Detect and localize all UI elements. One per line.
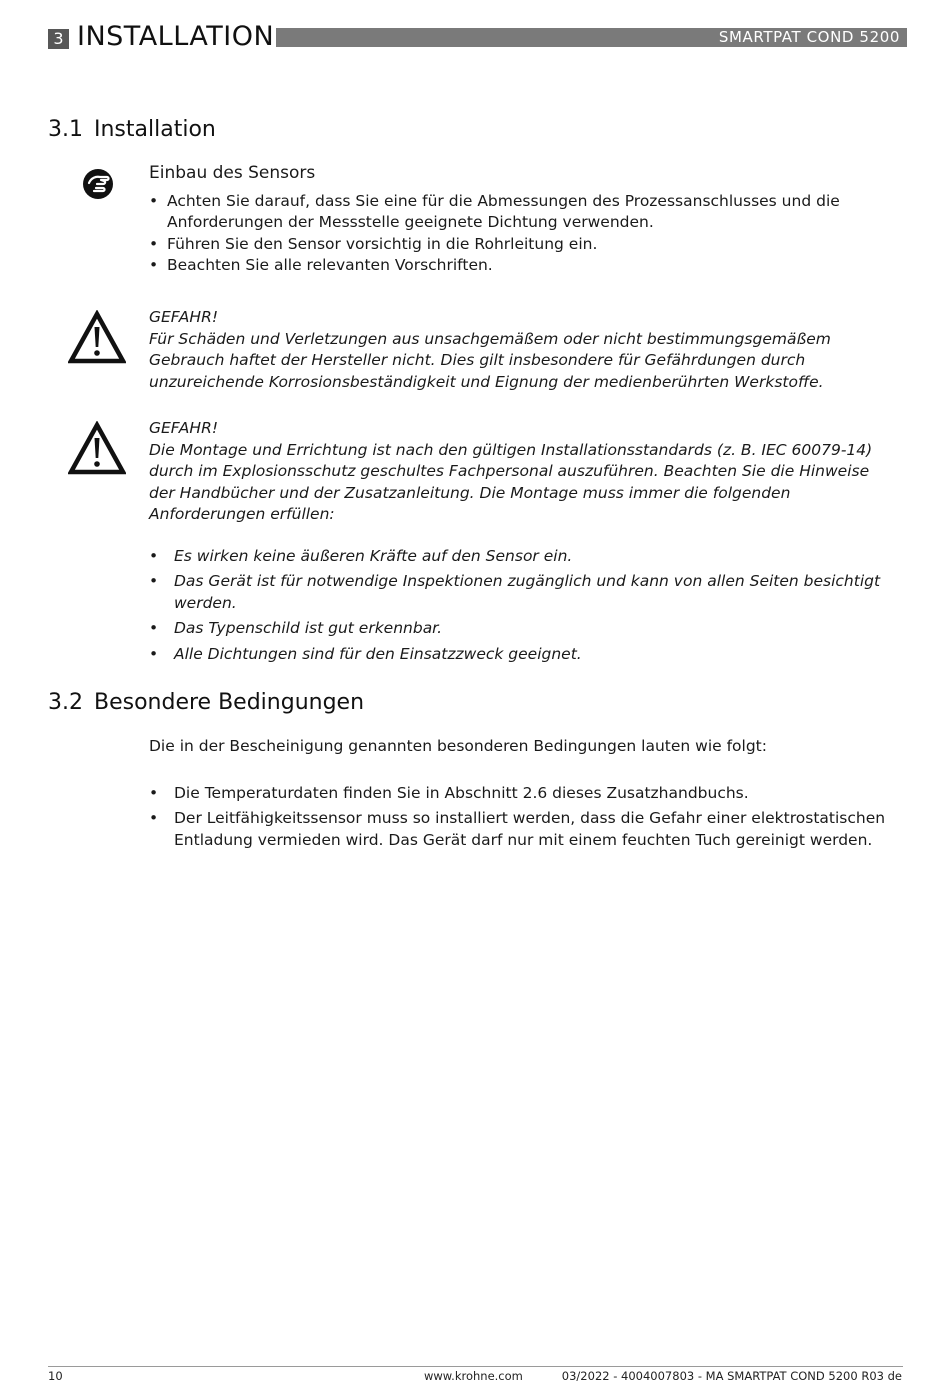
- section-number: 3.1: [48, 117, 83, 142]
- list-item: • Die Temperaturdaten finden Sie in Abschnitt 2.6 dieses Zusatzhandbuchs.: [149, 783, 899, 805]
- warning-text: Die Montage und Errichtung ist nach den gültigen Installationsstandards (z. B. IEC 60079-14) durch im Explosionsschutz geschultes Fachpersonal auszuführen. Beachten Sie die Hinweise der Handbücher und der Zusatzanleitung. Die Montage muss immer die folgenden Anforderungen erfüllen:: [149, 440, 873, 523]
- hand-icon: [82, 168, 114, 204]
- conditions-intro: Die in der Bescheinigung genannten besonderen Bedingungen lauten wie folgt:: [149, 737, 767, 755]
- section-heading: [48, 690, 364, 715]
- page-number: 10: [48, 1369, 63, 1383]
- warning-block-2: [149, 418, 899, 669]
- list-item: • Führen Sie den Sensor vorsichtig in die Rohrleitung ein.: [149, 234, 899, 256]
- conditions-list: [149, 783, 899, 852]
- section-number: 3.2: [48, 690, 83, 715]
- warning-block-1: [149, 307, 899, 393]
- handling-list: [149, 191, 899, 277]
- page-header: [48, 21, 907, 52]
- handling-title: Einbau des Sensors: [149, 163, 316, 183]
- product-name: SMARTPAT COND 5200: [718, 28, 900, 46]
- list-item: • Das Typenschild ist gut erkennbar.: [149, 618, 899, 640]
- footer-website: www.krohne.com: [424, 1369, 523, 1383]
- chapter-title: INSTALLATION: [77, 21, 275, 52]
- list-item: • Alle Dichtungen sind für den Einsatzzweck geeignet.: [149, 644, 899, 666]
- section-heading: [48, 117, 216, 142]
- requirements-list: [149, 546, 899, 666]
- list-item: • Beachten Sie alle relevanten Vorschriften.: [149, 255, 899, 277]
- handling-block: [149, 163, 899, 277]
- section-title: Besondere Bedingungen: [94, 690, 365, 715]
- list-item: • Es wirken keine äußeren Kräfte auf den Sensor ein.: [149, 546, 899, 568]
- header-bar: [276, 28, 907, 47]
- list-item: • Der Leitfähigkeitssensor muss so installiert werden, dass die Gefahr einer elektrostatischen Entladung vermieden wird. Das Gerät darf nur mit einem feuchten Tuch gereinigt werden.: [149, 808, 899, 851]
- warning-triangle-icon: [68, 421, 126, 479]
- list-item: • Achten Sie darauf, dass Sie eine für die Abmessungen des Prozessanschlusses und die Anforderungen der Messstelle geeignete Dichtung verwenden.: [149, 191, 899, 234]
- warning-triangle-icon: [68, 310, 126, 368]
- warning-text: Für Schäden und Verletzungen aus unsachgemäßem oder nicht bestimmungsgemäßem Gebrauch haftet der Hersteller nicht. Dies gilt insbesondere für Gefährdungen durch unzureichende Korrosionsbeständigkeit und Eignung der medienberührten Werkstoffe.: [149, 329, 831, 391]
- section-title: Installation: [94, 117, 216, 142]
- footer-divider: [48, 1366, 903, 1367]
- conditions-block: [149, 736, 899, 855]
- warning-title: GEFAHR!: [149, 308, 219, 326]
- warning-title: GEFAHR!: [149, 419, 219, 437]
- list-item: • Das Gerät ist für notwendige Inspektionen zugänglich und kann von allen Seiten besichtigt werden.: [149, 571, 899, 614]
- chapter-number: 3: [48, 29, 69, 49]
- footer-doc-ref: 03/2022 - 4004007803 - MA SMARTPAT COND 5200 R03 de: [561, 1369, 902, 1383]
